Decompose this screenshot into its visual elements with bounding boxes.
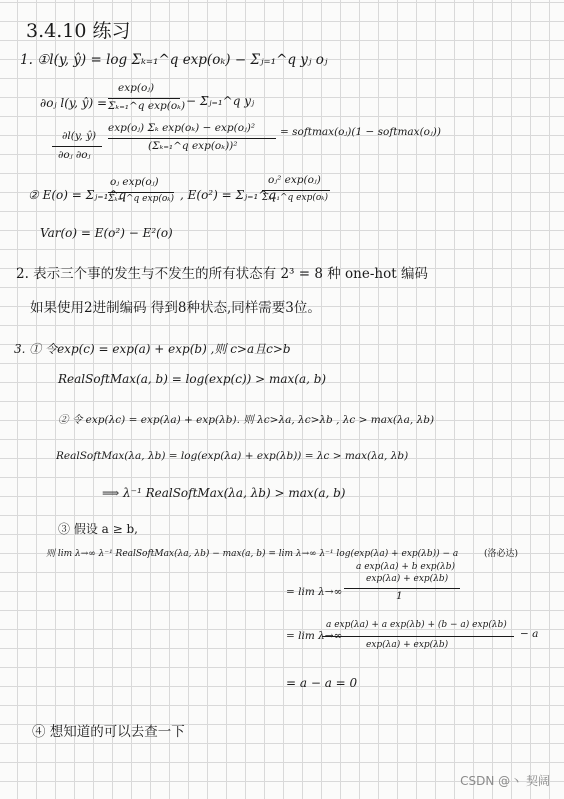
- p3-line-4: RealSoftMax(λa, λb) = log(exp(λa) + exp(λb)) = λc > max(λa, λb): [56, 450, 409, 462]
- p1-line-3-num: exp(oⱼ) Σₖ exp(oₖ) − exp(oⱼ)²: [108, 122, 256, 134]
- p1-line-2-bar: [108, 98, 180, 99]
- p3-line-9-lim: = lim λ→∞: [286, 630, 343, 642]
- page-title: 3.4.10 练习: [26, 20, 131, 42]
- p3-line-7: 则 lim λ→∞ λ⁻¹ RealSoftMax(λa, λb) − max(a, b) = lim λ→∞ λ⁻¹ log(exp(λa) + exp(λb)) − a: [46, 549, 459, 559]
- p1-line-4-b: , E(o²) = Σⱼ₌₁^q: [180, 188, 277, 202]
- p1-line-4-a: ② E(o) = Σⱼ₌₁^q: [28, 188, 127, 202]
- p1-line-5: Var(o) = E(o²) − E²(o): [40, 226, 173, 240]
- p3-line-3: ② 令 exp(λc) = exp(λa) + exp(λb). 则 λc>λa, λc>λb , λc > max(λa, λb): [58, 414, 435, 426]
- p1-line-4-den-1: Σₖ₌₁^q exp(oₖ): [108, 194, 175, 204]
- p3-line-9-bar: [322, 636, 514, 637]
- p3-line-6: ③ 假设 a ≥ b,: [58, 522, 138, 536]
- p1-line-3-bar: [108, 138, 276, 139]
- p3-line-2: RealSoftMax(a, b) = log(exp(c)) > max(a, b): [58, 372, 327, 386]
- p1-line-2-lhs: ∂oⱼ l(y, ŷ) =: [40, 96, 108, 110]
- p1-line-3-lhs-top: ∂l(y, ŷ): [62, 130, 97, 142]
- watermark: CSDN @丶 契阔: [460, 774, 550, 788]
- p1-line-3-rest: = softmax(oⱼ)(1 − softmax(oⱼ)): [280, 126, 441, 138]
- p1-line-4-bar-1: [108, 192, 174, 193]
- p3-line-8-den: 1: [396, 590, 403, 602]
- p1-line-2-num: exp(oⱼ): [118, 82, 155, 94]
- p1-line-4-num-1: oⱼ exp(oⱼ): [110, 176, 159, 188]
- p3-line-10: = a − a = 0: [286, 676, 358, 690]
- p3-line-8-num-b: exp(λa) + exp(λb): [366, 574, 449, 584]
- p1-line-3-lhs-bar: [52, 146, 102, 147]
- p1-line-2-den: Σₖ₌₁^q exp(oₖ): [108, 100, 186, 112]
- p1-line-4-den-2: Σₖ₌₁^q exp(oₖ): [262, 193, 329, 203]
- p1-line-1: 1. ①l(y, ŷ) = log Σₖ₌₁^q exp(oₖ) − Σⱼ₌₁^q yⱼ oⱼ: [20, 52, 328, 68]
- p1-line-3-den: (Σₖ₌₁^q exp(oₖ))²: [148, 140, 238, 152]
- p3-line-1: 3. ① 令exp(c) = exp(a) + exp(b) ,则 c>a且c>b: [14, 342, 291, 356]
- p3-line-9-den: exp(λa) + exp(λb): [366, 640, 449, 650]
- p3-line-7-note: (洛必达): [484, 549, 519, 559]
- p1-line-2-rest: − Σⱼ₌₁^q yⱼ: [186, 94, 255, 108]
- p1-line-4-num-2: oⱼ² exp(oⱼ): [268, 174, 321, 186]
- p3-line-8-bar: [344, 588, 460, 589]
- p3-line-8-lim: = lim λ→∞: [286, 586, 343, 598]
- p2-line-2: 如果使用2进制编码 得到8种状态,同样需要3位。: [30, 300, 321, 316]
- p3-line-9-rest: − a: [520, 628, 539, 640]
- p2-line-1: 2. 表示三个事的发生与不发生的所有状态有 2³ = 8 种 one-hot 编码: [16, 266, 428, 282]
- p3-line-9-num: a exp(λa) + a exp(λb) + (b − a) exp(λb): [326, 620, 507, 630]
- p1-line-4-bar-2: [262, 190, 330, 191]
- p3-line-5: ⟹ λ⁻¹ RealSoftMax(λa, λb) > max(a, b): [102, 486, 346, 500]
- p4-line-1: ④ 想知道的可以去查一下: [32, 724, 185, 740]
- p3-line-8-num-a: a exp(λa) + b exp(λb): [356, 562, 456, 572]
- p1-line-3-lhs-bot: ∂oⱼ ∂oⱼ: [58, 149, 91, 161]
